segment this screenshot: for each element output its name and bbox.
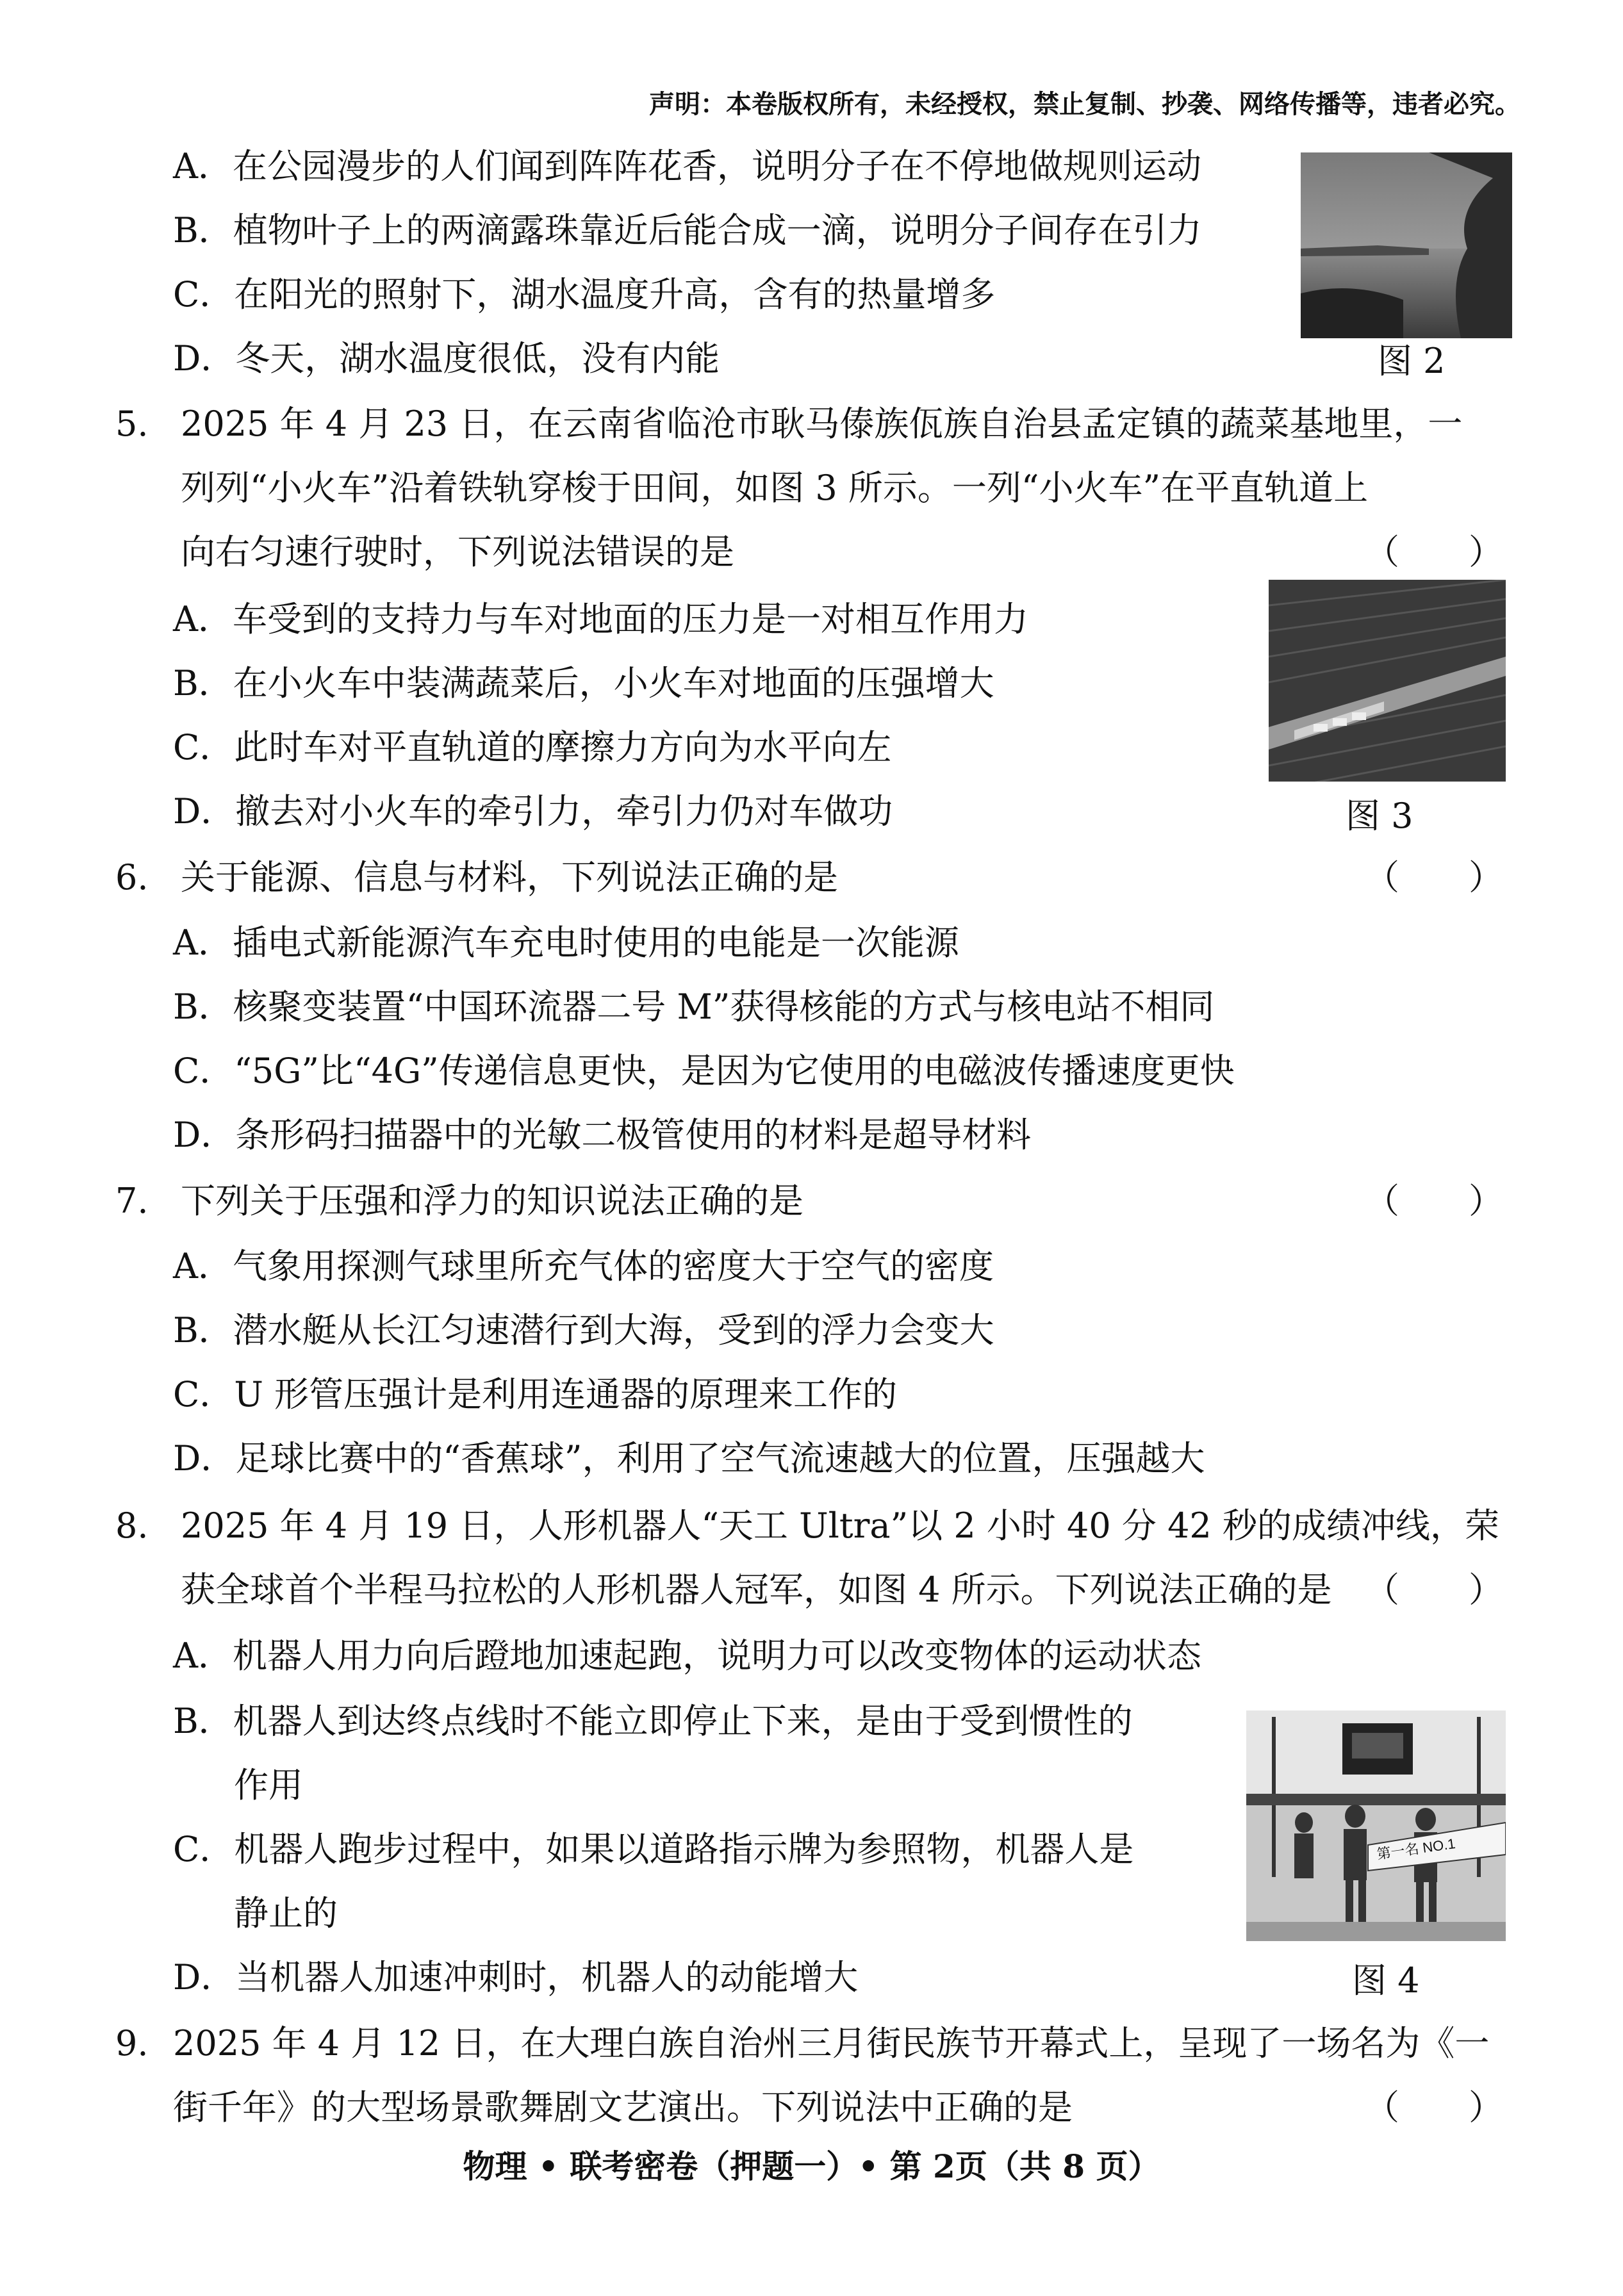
q6-answer-blank: （ ） <box>1365 857 1503 898</box>
q7-option-a: A．气象用探测气球里所充气体的密度大于空气的密度 <box>173 1246 994 1286</box>
finish-banner-text: 第一名 NO.1 <box>1376 1835 1456 1862</box>
q7-option-b: B．潜水艇从长江匀速潜行到大海，受到的浮力会变大 <box>173 1310 994 1350</box>
q7-number: 7. <box>115 1181 149 1221</box>
page-footer: 物理 • 联考密卷（押题一）• 第 2页（共 8 页） <box>463 2147 1160 2185</box>
q7-option-c: C．U 形管压强计是利用连通器的原理来工作的 <box>173 1374 897 1414</box>
q7-option-d: D．足球比赛中的“香蕉球”，利用了空气流速越大的位置，压强越大 <box>173 1438 1205 1479</box>
q4-option-d: D．冬天，湖水温度很低，没有内能 <box>173 338 720 379</box>
q9-answer-blank: （ ） <box>1365 2087 1503 2128</box>
q5-option-d: D．撤去对小火车的牵引力，牵引力仍对车做功 <box>173 791 893 832</box>
q5-option-b: B．在小火车中装满蔬菜后，小火车对地面的压强增大 <box>173 663 994 703</box>
q5-stem-line-1: 2025 年 4 月 23 日，在云南省临沧市耿马傣族佤族自治县孟定镇的蔬菜基地里，一 <box>181 404 1463 444</box>
figure-4-caption: 图 4 <box>1352 1960 1420 2001</box>
figure-2-lake-photo <box>1301 152 1512 338</box>
q8-answer-blank: （ ） <box>1365 1570 1503 1610</box>
q5-stem-line-3: 向右匀速行驶时，下列说法错误的是 <box>181 532 734 572</box>
q8-option-b-cont: 作用 <box>234 1765 303 1805</box>
q4-option-b: B．植物叶子上的两滴露珠靠近后能合成一滴，说明分子间存在引力 <box>173 210 1202 250</box>
q9-stem-line-2: 街千年》的大型场景歌舞剧文艺演出。下列说法中正确的是 <box>173 2087 1073 2128</box>
q8-option-c-cont: 静止的 <box>234 1893 338 1933</box>
q9-number: 9. <box>115 2023 149 2063</box>
figure-3-train-photo <box>1269 580 1506 782</box>
q6-stem: 关于能源、信息与材料，下列说法正确的是 <box>181 857 838 898</box>
q7-stem: 下列关于压强和浮力的知识说法正确的是 <box>181 1181 803 1221</box>
q6-option-b: B．核聚变装置“中国环流器二号 M”获得核能的方式与核电站不相同 <box>173 987 1215 1027</box>
q8-number: 8. <box>115 1505 149 1546</box>
q6-option-d: D．条形码扫描器中的光敏二极管使用的材料是超导材料 <box>173 1115 1032 1155</box>
figure-3-caption: 图 3 <box>1346 796 1413 836</box>
q4-option-c: C．在阳光的照射下，湖水温度升高，含有的热量增多 <box>173 274 996 315</box>
q8-option-a: A．机器人用力向后蹬地加速起跑，说明力可以改变物体的运动状态 <box>173 1636 1201 1676</box>
q5-option-a: A．车受到的支持力与车对地面的压力是一对相互作用力 <box>173 599 1028 639</box>
q8-stem-line-2: 获全球首个半程马拉松的人形机器人冠军，如图 4 所示。下列说法正确的是 <box>181 1570 1332 1610</box>
q8-stem-line-1: 2025 年 4 月 19 日，人形机器人“天工 Ultra”以 2 小时 40 分 42 秒的成绩冲线，荣 <box>181 1505 1499 1546</box>
q4-option-a: A．在公园漫步的人们闻到阵阵花香，说明分子在不停地做规则运动 <box>173 146 1201 186</box>
figure-2-caption: 图 2 <box>1378 341 1446 381</box>
q5-option-c: C．此时车对平直轨道的摩擦力方向为水平向左 <box>173 727 892 767</box>
q5-stem-line-2: 列列“小火车”沿着铁轨穿梭于田间，如图 3 所示。一列“小火车”在平直轨道上 <box>181 468 1369 508</box>
q8-option-b: B．机器人到达终点线时不能立即停止下来，是由于受到惯性的 <box>173 1701 1133 1741</box>
q6-number: 6. <box>115 857 149 898</box>
q5-number: 5. <box>115 404 149 444</box>
q8-option-d: D．当机器人加速冲刺时，机器人的动能增大 <box>173 1957 859 1997</box>
q6-option-c: C．“5G”比“4G”传递信息更快，是因为它使用的电磁波传播速度更快 <box>173 1051 1235 1091</box>
q6-option-a: A．插电式新能源汽车充电时使用的电能是一次能源 <box>173 922 959 963</box>
figure-4-robot-marathon-photo <box>1246 1710 1506 1941</box>
copyright-notice: 声明：本卷版权所有，未经授权，禁止复制、抄袭、网络传播等，违者必究。 <box>649 89 1520 119</box>
q7-answer-blank: （ ） <box>1365 1181 1503 1221</box>
q8-option-c: C．机器人跑步过程中，如果以道路指示牌为参照物，机器人是 <box>173 1829 1134 1869</box>
q5-answer-blank: （ ） <box>1365 532 1503 572</box>
q9-stem-line-1: 2025 年 4 月 12 日，在大理白族自治州三月街民族节开幕式上，呈现了一场名为《一 <box>173 2023 1490 2063</box>
